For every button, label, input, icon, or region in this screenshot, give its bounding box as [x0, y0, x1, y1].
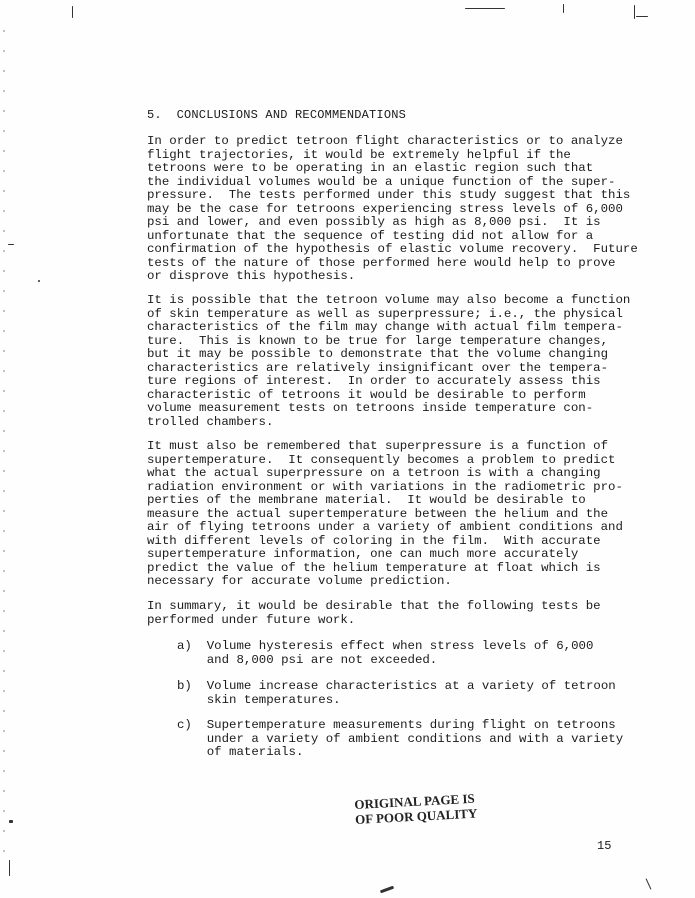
scan-mark	[636, 16, 648, 17]
stamp-line: ORIGINAL PAGE IS	[354, 790, 476, 812]
text-line: radiation environment or with variations in the radiometric pro-	[147, 479, 623, 494]
scan-mark	[634, 5, 635, 19]
text-line: but it may be possible to demonstrate that the volume changing	[147, 347, 609, 361]
text-line: It is possible that the tetroon volume may also become a function	[147, 293, 631, 307]
text-line: under a variety of ambient conditions and with a variety	[177, 731, 624, 746]
scan-edge	[2, 30, 6, 870]
stamp-line: OF POOR QUALITY	[354, 805, 478, 827]
text-line: flight trajectories, it would be extremely helpful if the	[147, 147, 571, 162]
scan-mark	[380, 886, 394, 894]
text-line: trolled chambers.	[147, 414, 274, 429]
text-line: supertemperature information, one can much more accurately	[147, 547, 579, 561]
text-line: tests of the nature of those performed here would help to prove	[147, 255, 616, 270]
scan-mark	[9, 820, 13, 823]
text-line: In summary, it would be desirable that the following tests be	[147, 599, 601, 613]
text-line: confirmation of the hypothesis of elastic volume recovery. Future	[147, 242, 638, 256]
scan-mark	[8, 244, 14, 245]
paragraph-4	[147, 600, 647, 627]
text-line: characteristic of tetroons it would be desirable to perform	[147, 387, 586, 402]
text-line: ture regions of interest. In order to accurately assess this	[147, 374, 601, 388]
text-line: characteristics of the film may change with actual film tempera-	[147, 320, 623, 334]
text-line: ture. This is known to be true for large temperature changes,	[147, 333, 609, 348]
text-line: characteristics are relatively insignificant over the tempera-	[147, 360, 609, 375]
text-line: the individual volumes would be a unique function of the super-	[147, 174, 616, 189]
text-line: perties of the membrane material. It would be desirable to	[147, 493, 586, 507]
text-line: predict the value of the helium temperature at float which is	[147, 560, 601, 575]
text-line: tetroons were to be operating in an elastic region such that	[147, 161, 594, 175]
page-number: 15	[597, 839, 612, 853]
text-line: performed under future work.	[147, 612, 356, 627]
text-line: and 8,000 psi are not exceeded.	[177, 652, 438, 667]
list-item-a	[177, 640, 647, 667]
text-line: of skin temperature as well as superpressure; i.e., the physical	[147, 306, 623, 321]
scan-mark	[646, 878, 652, 889]
section-heading: 5. CONCLUSIONS AND RECOMMENDATIONS	[147, 108, 407, 122]
text-line: It must also be remembered that superpressure is a function of	[147, 439, 609, 453]
scan-mark	[563, 4, 564, 13]
text-line: a) Volume hysteresis effect when stress levels of 6,000	[177, 639, 594, 653]
text-line: with different levels of coloring in the film. With accurate	[147, 533, 601, 548]
list-item-b	[177, 680, 647, 707]
text-line: of materials.	[177, 745, 304, 759]
text-line: b) Volume increase characteristics at a variety of tetroon	[177, 679, 616, 693]
scan-mark	[465, 8, 505, 9]
quality-stamp	[354, 791, 478, 827]
text-line: volume measurement tests on tetroons inside temperature con-	[147, 401, 594, 415]
paragraph-2	[147, 294, 647, 429]
text-line: psi and lower, and even possibly as high as 8,000 psi. It is	[147, 215, 601, 229]
text-line: measure the actual supertemperature between the helium and the	[147, 506, 609, 521]
text-line: what the actual superpressure on a tetroon is with a changing	[147, 466, 601, 480]
text-line: pressure. The tests performed under this study suggest that this	[147, 188, 631, 202]
text-line: unfortunate that the sequence of testing did not allow for a	[147, 228, 594, 243]
text-line: may be the case for tetroons experiencing stress levels of 6,000	[147, 201, 623, 216]
list-item-c	[177, 719, 647, 760]
text-line: necessary for accurate volume prediction.	[147, 574, 452, 588]
scan-mark	[9, 860, 10, 876]
text-line: supertemperature. It consequently becomes a problem to predict	[147, 452, 616, 467]
scan-mark	[38, 280, 40, 282]
text-line: In order to predict tetroon flight characteristics or to analyze	[147, 134, 623, 148]
paragraph-3	[147, 440, 647, 589]
text-line: air of flying tetroons under a variety of ambient conditions and	[147, 520, 623, 534]
text-line: or disprove this hypothesis.	[147, 269, 356, 283]
text-line: c) Supertemperature measurements during flight on tetroons	[177, 718, 616, 732]
scan-mark	[72, 6, 73, 18]
text-line: skin temperatures.	[177, 692, 341, 707]
paragraph-1	[147, 135, 647, 284]
